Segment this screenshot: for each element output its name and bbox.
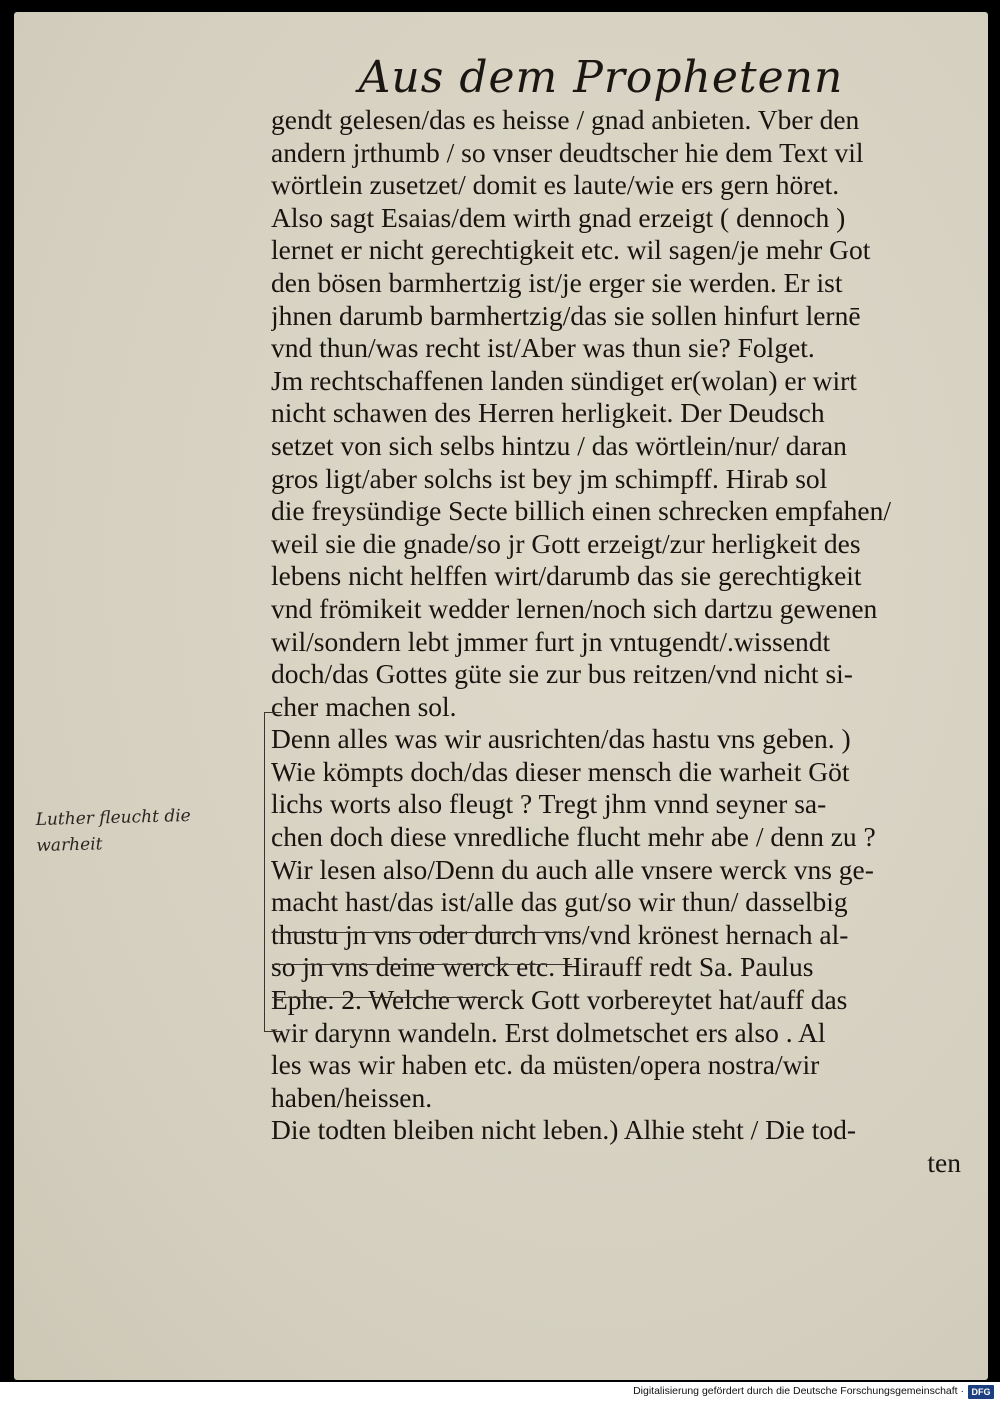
text-line: thustu jn vns oder durch vns/vnd krönest hernach al- (271, 918, 849, 950)
handwritten-underline (272, 964, 572, 965)
dfg-logo: DFG (968, 1385, 994, 1399)
catchword: ten (927, 1147, 961, 1178)
text-line: cher machen sol. (271, 690, 457, 722)
text-line: lichs worts also fleugt ? Tregt jhm vnnd seyner sa- (271, 788, 827, 820)
book-page (14, 12, 988, 1380)
text-line: Die todten bleiben nicht leben.) Alhie steht / Die tod- (271, 1114, 856, 1146)
text-line: vnd thun/was recht ist/Aber was thun sie? Folget. (271, 332, 815, 364)
text-line: andern jrthumb / so vnser deudtscher hie dem Text vil (271, 136, 864, 168)
text-line: gendt gelesen/das es heisse / gnad anbieten. Vber den (271, 104, 860, 135)
text-line: den bösen barmhertzig ist/je erger sie werden. Er ist (271, 266, 843, 298)
handwritten-underline (272, 932, 572, 933)
text-line: haben/heissen. (271, 1081, 433, 1113)
text-line: vnd frömikeit wedder lernen/noch sich dartzu gewenen (271, 592, 878, 624)
text-line: macht hast/das ist/alle das gut/so wir thun/ dasselbig (271, 886, 848, 918)
text-line: setzet von sich selbs hintzu / das wörtlein/nur/ daran (271, 429, 847, 461)
text-line: lernet er nicht gerechtigkeit etc. wil sagen/je mehr Got (271, 234, 871, 266)
footer-bar (0, 1382, 1000, 1402)
text-line: Wie kömpts doch/das dieser mensch die warheit Göt (271, 755, 850, 787)
handwritten-underline (272, 997, 482, 998)
margin-note-line: warheit (36, 834, 103, 857)
margin-note-line: Luther fleucht die (35, 805, 191, 831)
text-line: Jm rechtschaffenen landen sündiget er(wolan) er wirt (271, 364, 857, 396)
running-head: Aus dem Prophetenn (358, 52, 844, 103)
text-line: wir darynn wandeln. Erst dolmetschet ers also . Al (271, 1016, 826, 1048)
text-line: Wir lesen also/Denn du auch alle vnsere werck vns ge- (271, 853, 874, 885)
text-line: jhnen darumb barmhertzig/das sie sollen hinfurt lernē (271, 299, 861, 331)
text-line: wil/sondern lebt jmmer furt jn vntugendt/.wissendt (271, 625, 831, 657)
text-line: lebens nicht helffen wirt/darumb das sie gerechtigkeit (271, 560, 862, 592)
handwritten-bracket (264, 712, 281, 1032)
text-line: weil sie die gnade/so jr Gott erzeigt/zur herligkeit des (271, 527, 861, 559)
text-line: so jn vns deine werck etc. Hirauff redt Sa. Paulus (271, 951, 814, 983)
text-line: Ephe. 2. Welche werck Gott vorbereytet hat/auff das (271, 984, 848, 1016)
funding-credit: Digitalisierung gefördert durch die Deutsche Forschungsgemeinschaft · (633, 1385, 964, 1397)
handwritten-margin-note (35, 801, 266, 859)
text-line: gros ligt/aber solchs ist bey jm schimpff. Hirab sol (271, 462, 828, 494)
text-line: Denn alles was wir ausrichten/das hastu vns geben. ) (271, 723, 851, 755)
text-line: doch/das Gottes güte sie zur bus reitzen/vnd nicht si- (271, 658, 853, 690)
text-line: les was wir haben etc. da müsten/opera nostra/wir (271, 1049, 820, 1081)
text-line: nicht schawen des Herren herligkeit. Der Deudsch (271, 397, 825, 429)
text-line: die freysündige Secte billich einen schrecken empfahen/ (271, 495, 892, 527)
page-body-text (271, 104, 961, 1180)
text-line: Also sagt Esaias/dem wirth gnad erzeigt ( dennoch ) (271, 201, 846, 233)
text-line: wörtlein zusetzet/ domit es laute/wie ers gern höret. (271, 169, 840, 201)
text-line: chen doch diese vnredliche flucht mehr abe / denn zu ? (271, 821, 876, 853)
